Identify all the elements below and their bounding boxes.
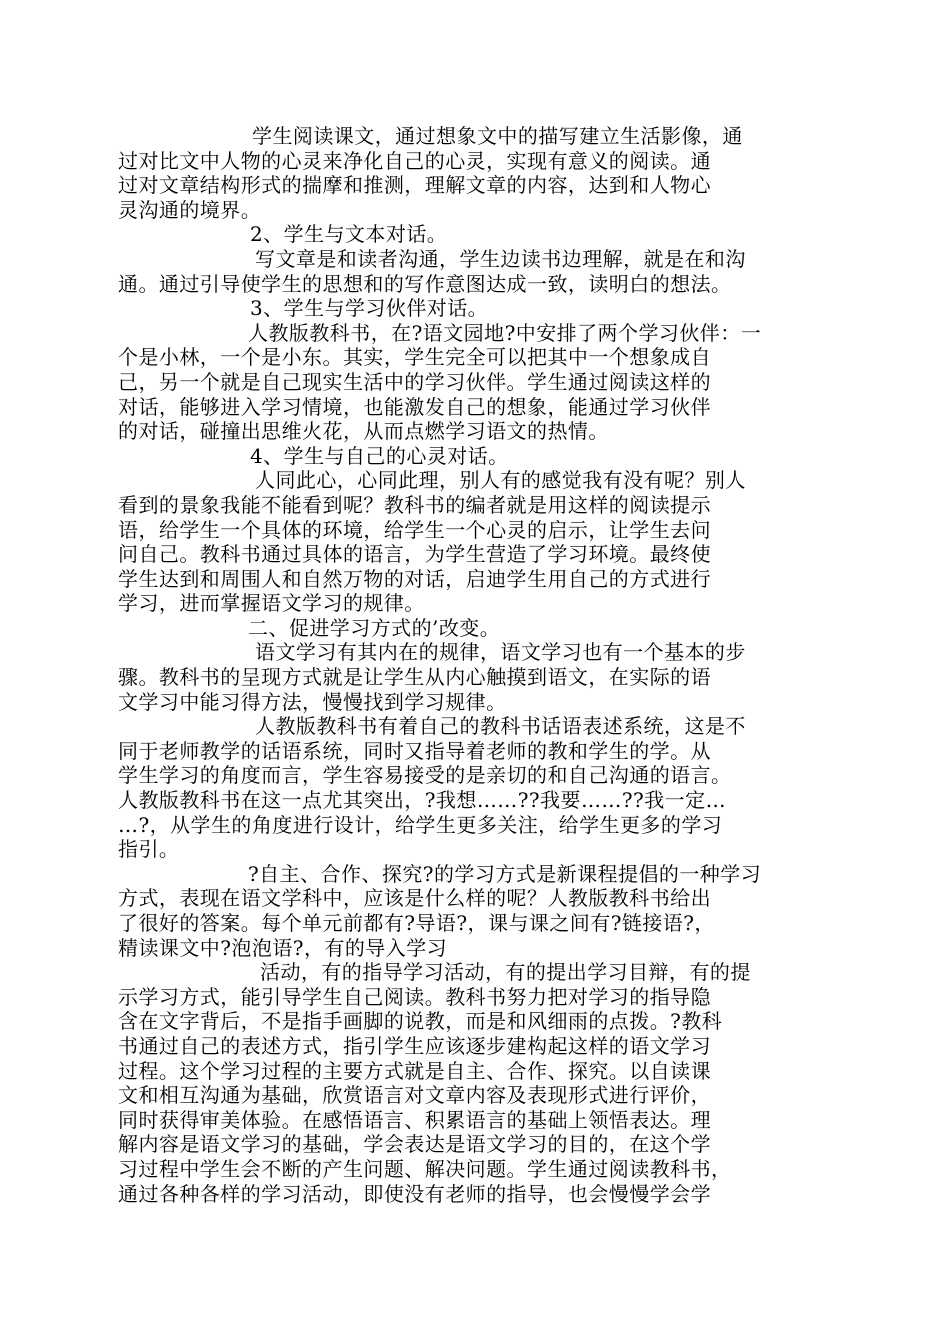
text-line: 学生阅读课文，通过想象文中的描写建立生活影像，通 xyxy=(252,124,743,148)
text-line: 二、促进学习方式的’改变。 xyxy=(248,615,501,640)
text-line: 过程。这个学习过程的主要方式就是自主、合作、探究。以自读课 xyxy=(118,1058,712,1083)
text-line: 过对比文中人物的心灵来净化自己的心灵，实现有意义的阅读。通 xyxy=(118,148,712,173)
text-line: 人教版教科书在这一点尤其突出，?我想……??我要……??我一定… xyxy=(118,788,727,813)
text-line: 个是小林，一个是小东。其实，学生完全可以把其中一个想象成自 xyxy=(118,345,712,370)
text-line: ?自主、合作、探究?的学习方式是新课程提倡的一种学习 xyxy=(248,861,762,886)
text-line: 4、学生与自己的心灵对话。 xyxy=(250,443,509,468)
text-line: 活动，有的指导学习活动，有的提出学习目辩，有的提 xyxy=(260,960,751,985)
text-line: 文和相互沟通为基础，欣赏语言对文章内容及表现形式进行评价， xyxy=(118,1083,712,1108)
text-line: 学生学习的角度而言，学生容易接受的是亲切的和自己沟通的语言。 xyxy=(118,763,732,788)
text-line: 文学习中能习得方法，慢慢找到学习规律。 xyxy=(118,689,507,714)
text-line: 灵沟通的境界。 xyxy=(118,197,262,222)
text-line: 的对话，碰撞出思维火花，从而点燃学习语文的热情。 xyxy=(118,419,609,444)
text-line: 指引。 xyxy=(118,837,180,862)
text-line: 己，另一个就是自己现实生活中的学习伙伴。学生通过阅读这样的 xyxy=(118,369,712,394)
text-line: 写文章是和读者沟通，学生边读书边理解，就是在和沟 xyxy=(255,246,746,271)
text-line: 精读课文中?泡泡语?，有的导入学习 xyxy=(118,935,448,960)
text-line: 解内容是语文学习的基础，学会表达是语文学习的目的，在这个学 xyxy=(118,1132,712,1157)
text-line: 过对文章结构形式的揣摩和推测，理解文章的内容，达到和人物心 xyxy=(118,173,712,198)
text-line: 示学习方式，能引导学生自己阅读。教科书努力把对学习的指导隐 xyxy=(118,984,712,1009)
text-line: 同时获得审美体验。在感悟语言、积累语言的基础上领悟表达。理 xyxy=(118,1107,712,1132)
text-line: 通过各种各样的学习活动，即使没有老师的指导，也会慢慢学会学 xyxy=(118,1181,712,1206)
text-line: 人教版教科书有着自己的教科书话语表述系统，这是不 xyxy=(255,714,746,739)
text-line: 方式，表现在语文学科中，应该是什么样的呢？人教版教科书给出 xyxy=(118,886,712,911)
text-line: 语，给学生一个具体的环境，给学生一个心灵的启示，让学生去问 xyxy=(118,517,712,542)
text-line: 问自己。教科书通过具体的语言，为学生营造了学习环境。最终使 xyxy=(118,542,712,567)
text-line: 人教版教科书，在?语文园地?中安排了两个学习伙伴：一 xyxy=(248,320,762,345)
text-line: 通。通过引导使学生的思想和的写作意图达成一致，读明白的想法。 xyxy=(118,271,732,296)
text-line: 语文学习有其内在的规律，语文学习也有一个基本的步 xyxy=(255,640,746,665)
text-line: 书通过自己的表述方式，指引学生应该逐步建构起这样的语文学习 xyxy=(118,1033,712,1058)
text-line: 习过程中学生会不断的产生问题、解决问题。学生通过阅读教科书， xyxy=(118,1156,732,1181)
text-line: 看到的景象我能不能看到呢？教科书的编者就是用这样的阅读提示 xyxy=(118,492,712,517)
text-line: …?，从学生的角度进行设计，给学生更多关注，给学生更多的学习 xyxy=(118,812,723,837)
text-line: 2、学生与文本对话。 xyxy=(250,222,448,247)
document-page xyxy=(118,124,822,1206)
text-line: 骤。教科书的呈现方式就是让学生从内心触摸到语文，在实际的语 xyxy=(118,665,712,690)
text-line: 了很好的答案。每个单元前都有?导语?，课与课之间有?链接语?， xyxy=(118,911,715,935)
text-line: 学习，进而掌握语文学习的规律。 xyxy=(118,591,425,616)
text-line: 学生达到和周围人和自然万物的对话，启迪学生用自己的方式进行 xyxy=(118,566,712,591)
text-line: 对话，能够进入学习情境，也能激发自己的想象，能通过学习伙伴 xyxy=(118,394,712,419)
text-line: 人同此心，心同此理，别人有的感觉我有没有呢？别人 xyxy=(255,468,746,493)
text-line: 同于老师教学的话语系统，同时又指导着老师的教和学生的学。从 xyxy=(118,738,712,763)
text-line: 含在文字背后，不是指手画脚的说教，而是和风细雨的点拨。?教科 xyxy=(118,1009,723,1034)
text-line: 3、学生与学习伙伴对话。 xyxy=(250,296,489,321)
